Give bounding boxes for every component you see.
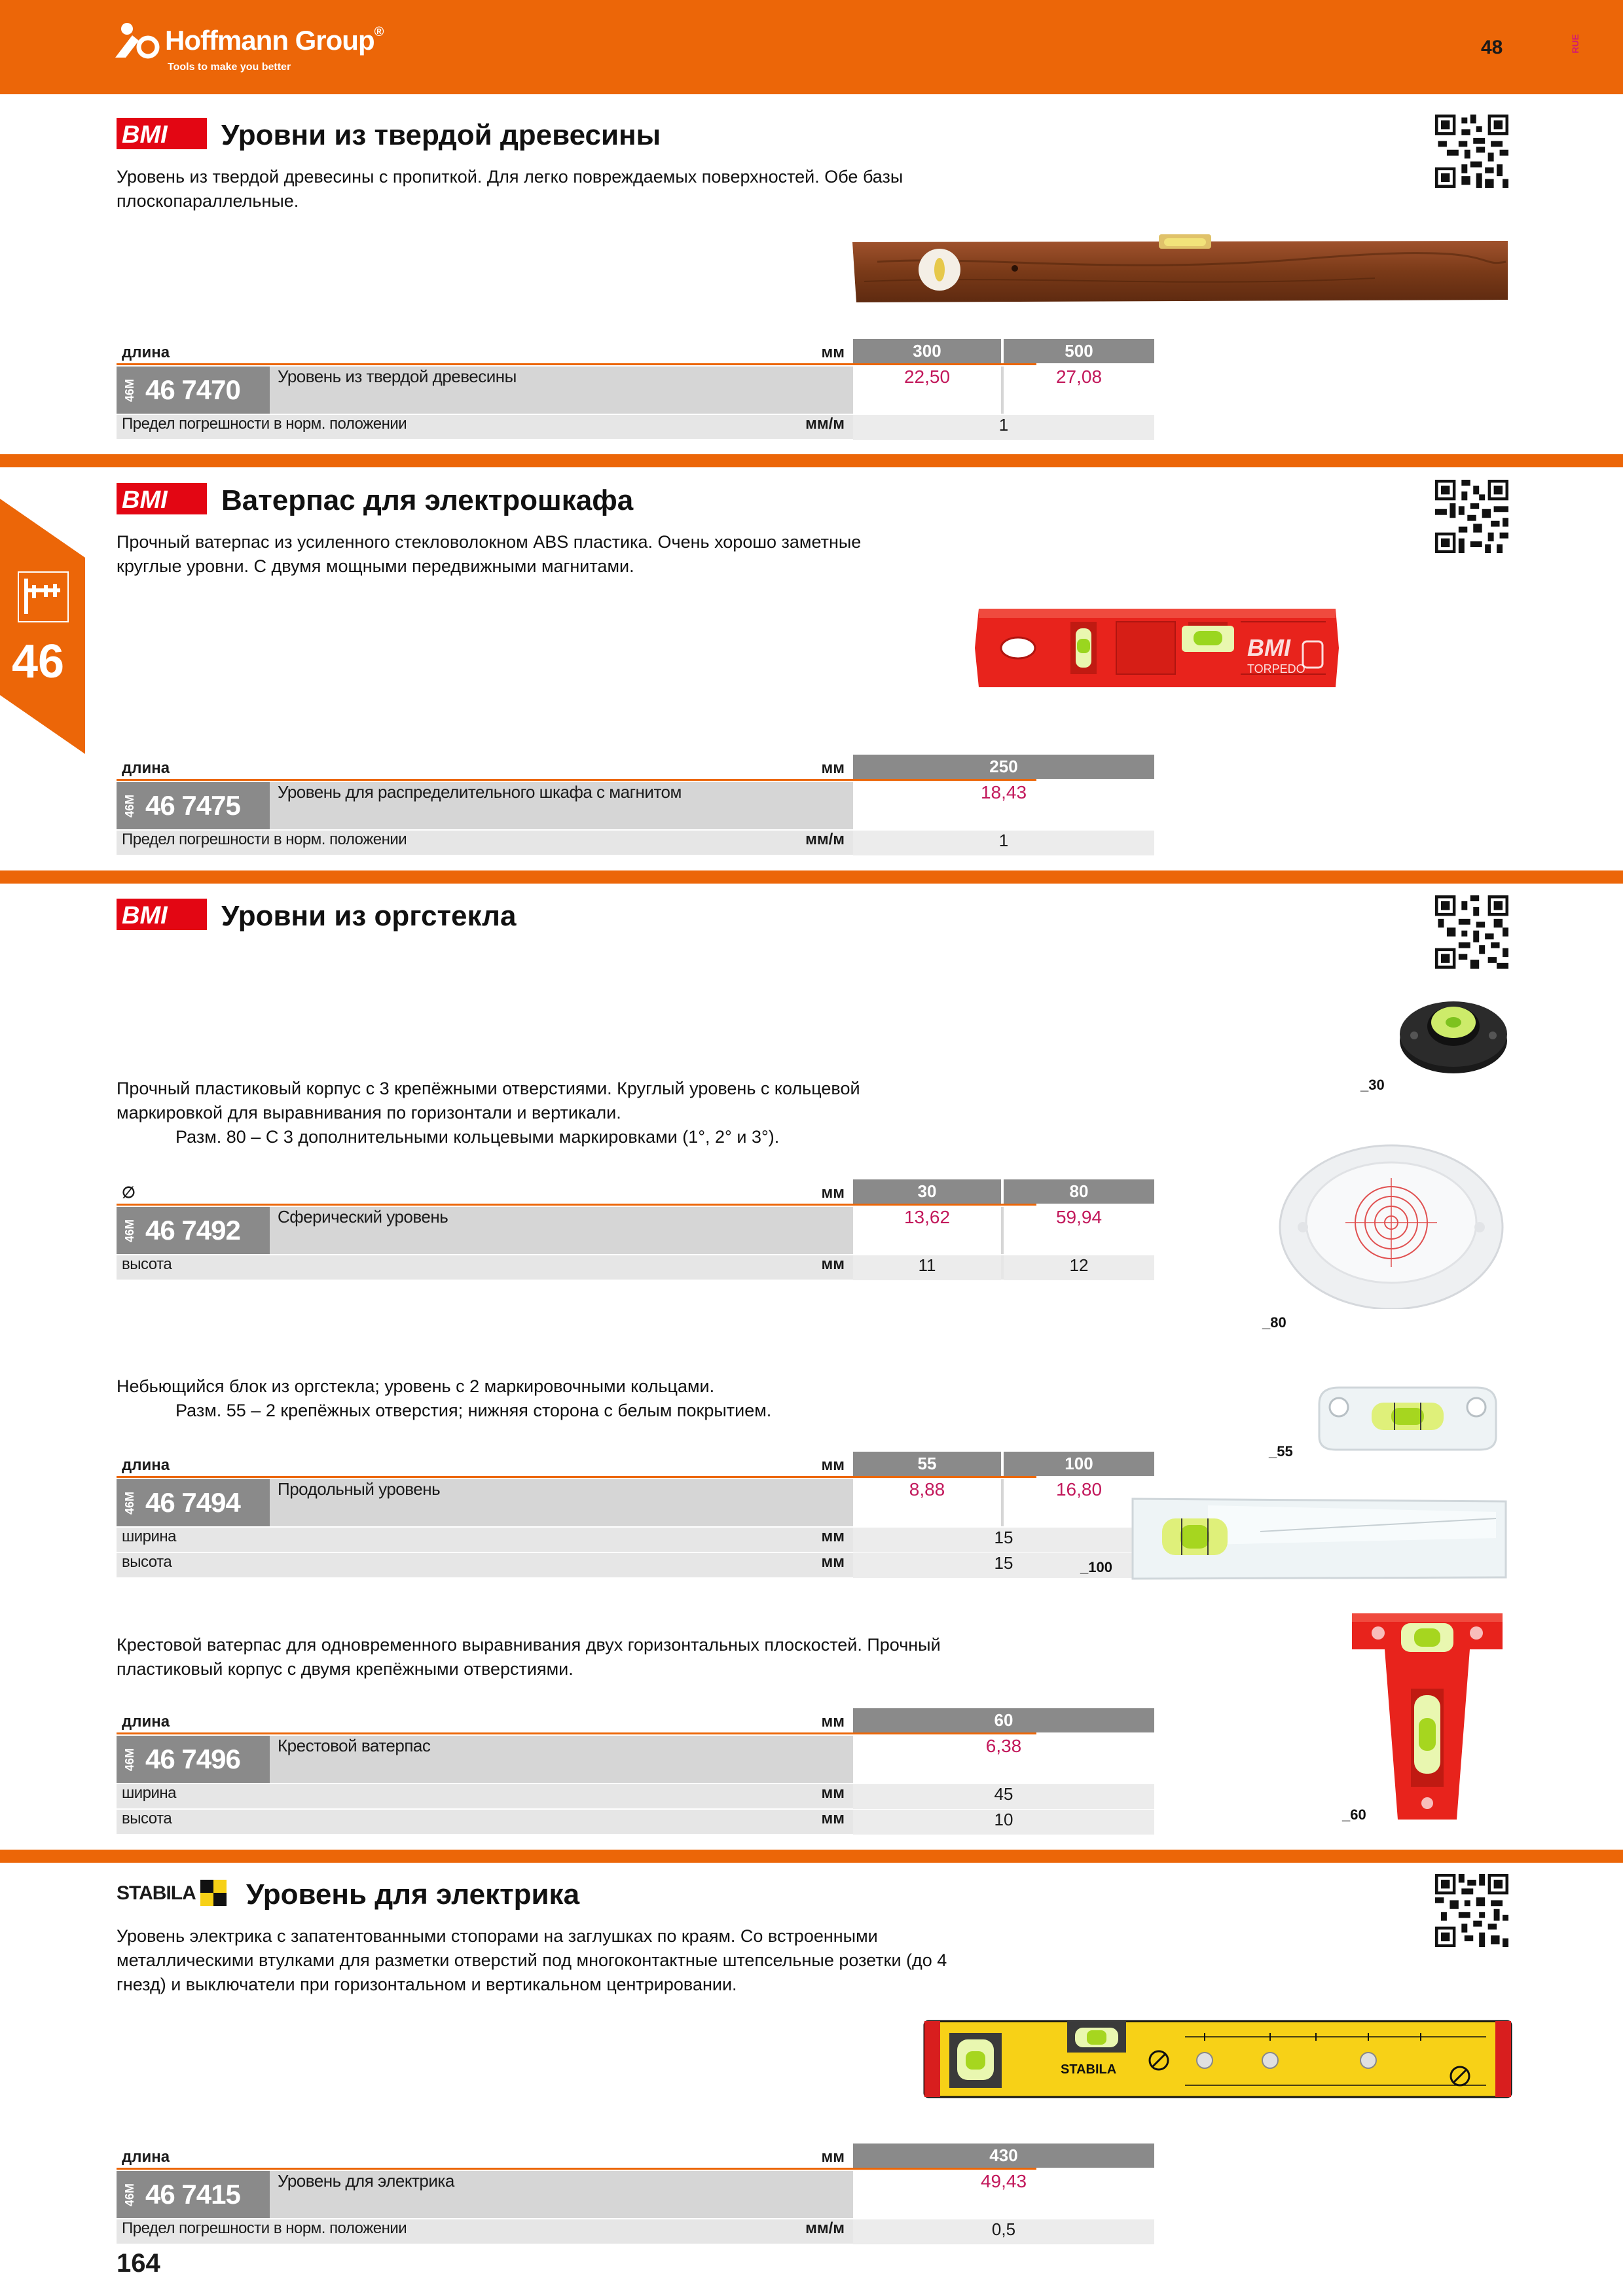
torpedo-level-image: [972, 602, 1342, 694]
chapter-number: 46: [12, 636, 65, 688]
table-header-row: [117, 1708, 1036, 1734]
price-cell: 27,08: [1004, 367, 1154, 414]
product-name: Продольный уровень: [278, 1479, 441, 1499]
bmi-logo: [117, 118, 207, 149]
header-label: длина: [122, 1456, 170, 1474]
bmi-logo: [117, 899, 207, 930]
header-label: длина: [122, 759, 170, 777]
spec-unit: мм: [821, 1553, 845, 1571]
spec-row: [117, 1528, 1036, 1552]
qr-code-icon[interactable]: [1435, 1874, 1508, 1947]
cross-level-60-image: [1345, 1610, 1509, 1823]
description-line: круглые уровни. С двумя мощными передвижными магнитами.: [117, 556, 634, 576]
spec-label: Предел погрешности в норм. положении: [122, 2219, 407, 2237]
stabila-logo-mark-icon: [200, 1880, 227, 1906]
section-description: [117, 530, 861, 579]
description-line: Небьющийся блок из оргстекла; уровень с 2 маркировочными кольцами.: [117, 1376, 715, 1396]
product-name: Крестовой ватерпас: [278, 1736, 431, 1755]
spec-value: 15: [853, 1553, 1154, 1578]
column-header: 55: [853, 1452, 1001, 1476]
article-row[interactable]: [117, 782, 1036, 829]
description-line: пластиковый корпус с двумя крепёжными отверстиями.: [117, 1659, 574, 1679]
article-number: 46 7470: [145, 374, 240, 405]
spec-label: ширина: [122, 1784, 177, 1802]
electrician-level-brand-print: STABILA: [1061, 2062, 1117, 2077]
description-line: Крестовой ватерпас для одновременного выравнивания двух горизонтальных плоскостей. Прочный: [117, 1635, 941, 1655]
article-number: 46 7496: [145, 1744, 240, 1774]
bmi-logo-text: BMI: [122, 121, 168, 149]
size-note: Разм. 55 – 2 крепёжных отверстия; нижняя сторона с белым покрытием.: [175, 1401, 772, 1420]
brand-tagline: Tools to make you better: [168, 62, 291, 73]
column-header: 430: [853, 2144, 1154, 2168]
description-line: плоскопараллельные.: [117, 191, 299, 211]
spec-unit: мм: [821, 1255, 845, 1273]
header-label: длина: [122, 1713, 170, 1731]
chapter-tab[interactable]: [0, 499, 85, 754]
spec-row: [117, 1553, 1036, 1578]
spec-value: 11: [853, 1255, 1001, 1280]
header-unit: мм: [821, 1713, 845, 1731]
column-header: 80: [1004, 1179, 1154, 1204]
block-description: [117, 1633, 941, 1681]
spec-row: [117, 1255, 1089, 1280]
price-cell: 49,43: [853, 2171, 1154, 2218]
spec-label: высота: [122, 1255, 172, 1273]
header-unit: мм: [821, 344, 845, 361]
header-unit: мм: [821, 1456, 845, 1474]
price-cell: 22,50: [853, 367, 1001, 414]
article-number-box: [117, 1736, 270, 1783]
image-size-label: _100: [1080, 1559, 1112, 1575]
spec-row: [117, 831, 1036, 855]
article-prefix: 46M: [123, 378, 136, 402]
header-label: длина: [122, 2148, 170, 2166]
column-header: 300: [853, 339, 1001, 363]
table-header-row: [117, 755, 1036, 781]
hoffmann-logo-mark-icon: [113, 21, 168, 62]
bmi-logo-text: BMI: [122, 486, 168, 514]
spec-row: [117, 1810, 1036, 1835]
qr-code-icon[interactable]: [1435, 895, 1508, 969]
article-number-box: [117, 1207, 270, 1254]
product-name: Уровень для электрика: [278, 2171, 454, 2191]
image-size-label: _80: [1262, 1314, 1286, 1331]
product-name: Сферический уровень: [278, 1207, 448, 1227]
article-number: 46 7415: [145, 2179, 240, 2210]
spec-unit: мм/м: [805, 831, 845, 848]
price-cell: 59,94: [1004, 1207, 1154, 1254]
spec-label: высота: [122, 1553, 172, 1571]
article-prefix: 46M: [123, 1491, 136, 1515]
section-title: Уровни из оргстекла: [221, 900, 517, 932]
spec-value: 15: [853, 1528, 1154, 1552]
article-row[interactable]: [117, 367, 1103, 414]
article-prefix: 46M: [123, 2183, 136, 2206]
torpedo-brand-print: BMI: [1247, 634, 1290, 661]
hardwood-level-image: [851, 223, 1509, 304]
spec-row: [117, 2219, 1036, 2244]
section-description: [117, 165, 903, 213]
header-unit: мм: [821, 2148, 845, 2166]
header-bar: [0, 0, 1623, 94]
longitudinal-level-100-image: [1129, 1492, 1509, 1584]
bmi-logo: [117, 483, 207, 514]
section-title: Уровень для электрика: [246, 1878, 580, 1910]
section-title: Ватерпас для электрошкафа: [221, 484, 634, 516]
qr-code-icon[interactable]: [1435, 480, 1508, 553]
article-number-box: [117, 367, 270, 414]
page-number-top: 48: [1481, 37, 1503, 58]
article-prefix: 46M: [123, 1748, 136, 1771]
price-cell: 13,62: [853, 1207, 1001, 1254]
description-line: маркировкой для выравнивания по горизонтали и вертикали.: [117, 1103, 621, 1122]
spec-unit: мм/м: [805, 415, 845, 433]
spec-label: ширина: [122, 1528, 177, 1545]
article-row[interactable]: [117, 1207, 1103, 1254]
electrician-level-image: [923, 2017, 1512, 2101]
spherical-level-30-image: [1395, 988, 1512, 1080]
block-description: [117, 1077, 860, 1149]
table-header-row: [117, 1452, 1093, 1478]
spec-label: высота: [122, 1810, 172, 1827]
header-unit: мм: [821, 759, 845, 777]
section-title: Уровни из твердой древесины: [221, 119, 661, 151]
bmi-logo-text: BMI: [122, 902, 168, 929]
image-size-label: _60: [1342, 1806, 1366, 1823]
column-header: 30: [853, 1179, 1001, 1204]
column-header: 500: [1004, 339, 1154, 363]
column-header: 250: [853, 755, 1154, 779]
table-header-row: [117, 1179, 1089, 1206]
article-number: 46 7494: [145, 1487, 240, 1518]
spec-value: 1: [853, 415, 1154, 440]
section-divider: [0, 870, 1623, 884]
size-note: Разм. 80 – С 3 дополнительными кольцевыми маркировками (1°, 2° и 3°).: [175, 1127, 780, 1147]
registered-mark: ®: [374, 25, 384, 39]
description-line: Уровень электрика с запатентованными стопорами на заглушках по краям. Со встроенными: [117, 1926, 878, 1946]
stabila-logo-text: STABILA: [117, 1882, 196, 1904]
block-description: [117, 1374, 771, 1423]
article-prefix: 46M: [123, 794, 136, 817]
edition-code: RUE: [1570, 34, 1580, 54]
spec-label: Предел погрешности в норм. положении: [122, 415, 407, 433]
table-header-row: [117, 2144, 1036, 2170]
spec-row: [117, 415, 1036, 440]
image-size-label: _30: [1360, 1077, 1385, 1093]
price-cell: 18,43: [853, 782, 1154, 829]
article-row[interactable]: [117, 2171, 1036, 2218]
brand-name: Hoffmann Group: [165, 25, 374, 56]
spec-value: 10: [853, 1810, 1154, 1835]
header-unit: мм: [821, 1184, 845, 1202]
table-header-row: [117, 339, 1093, 365]
description-line: Прочный ватерпас из усиленного стекловолокном ABS пластика. Очень хорошо заметные: [117, 532, 862, 552]
article-number: 46 7492: [145, 1215, 240, 1246]
spec-unit: мм: [821, 1810, 845, 1827]
price-cell: 6,38: [853, 1736, 1154, 1783]
page-number-bottom: 164: [117, 2249, 160, 2278]
description-line: Прочный пластиковый корпус с 3 крепёжными отверстиями. Круглый уровень с кольцевой: [117, 1079, 860, 1098]
article-number-box: [117, 2171, 270, 2218]
description-line: Уровень из твердой древесины с пропиткой. Для легко повреждаемых поверхностей. Обе базы: [117, 167, 903, 187]
price-cell: 8,88: [853, 1479, 1001, 1526]
product-name: Уровень из твердой древесины: [278, 367, 517, 386]
torpedo-model-print: TORPEDO: [1247, 662, 1305, 675]
column-header: 100: [1004, 1452, 1154, 1476]
image-size-label: _55: [1269, 1443, 1293, 1460]
header-label: ∅: [122, 1184, 136, 1202]
article-number: 46 7475: [145, 790, 240, 821]
section-divider: [0, 1850, 1623, 1863]
spec-unit: мм: [821, 1528, 845, 1545]
article-prefix: 46M: [123, 1219, 136, 1242]
spec-label: Предел погрешности в норм. положении: [122, 831, 407, 848]
spec-row: [117, 1784, 1036, 1809]
description-line: металлическими втулками для разметки отверстий под многоконтактные штепсельные розетки (до 4: [117, 1950, 947, 1970]
description-line: гнезд) и выключатели при горизонтальном и вертикальном центрировании.: [117, 1975, 737, 1994]
section-description: [117, 1924, 947, 1997]
spec-value: 1: [853, 831, 1154, 855]
section-divider: [0, 454, 1623, 467]
spherical-level-80-image: [1277, 1139, 1506, 1309]
article-row[interactable]: [117, 1736, 1036, 1783]
column-header: 60: [853, 1708, 1154, 1732]
product-name: Уровень для распределительного шкафа с магнитом: [278, 782, 682, 802]
spec-value: 45: [853, 1784, 1154, 1809]
spec-unit: мм/м: [805, 2219, 845, 2237]
header-label: длина: [122, 344, 170, 361]
spec-unit: мм: [821, 1784, 845, 1802]
longitudinal-level-55-image: [1313, 1378, 1503, 1456]
qr-code-icon[interactable]: [1435, 115, 1508, 188]
article-number-box: [117, 782, 270, 829]
spec-value: 0,5: [853, 2219, 1154, 2244]
spec-value: 12: [1004, 1255, 1154, 1280]
price-cell: 16,80: [1004, 1479, 1154, 1526]
article-number-box: [117, 1479, 270, 1526]
article-row[interactable]: [117, 1479, 1103, 1526]
